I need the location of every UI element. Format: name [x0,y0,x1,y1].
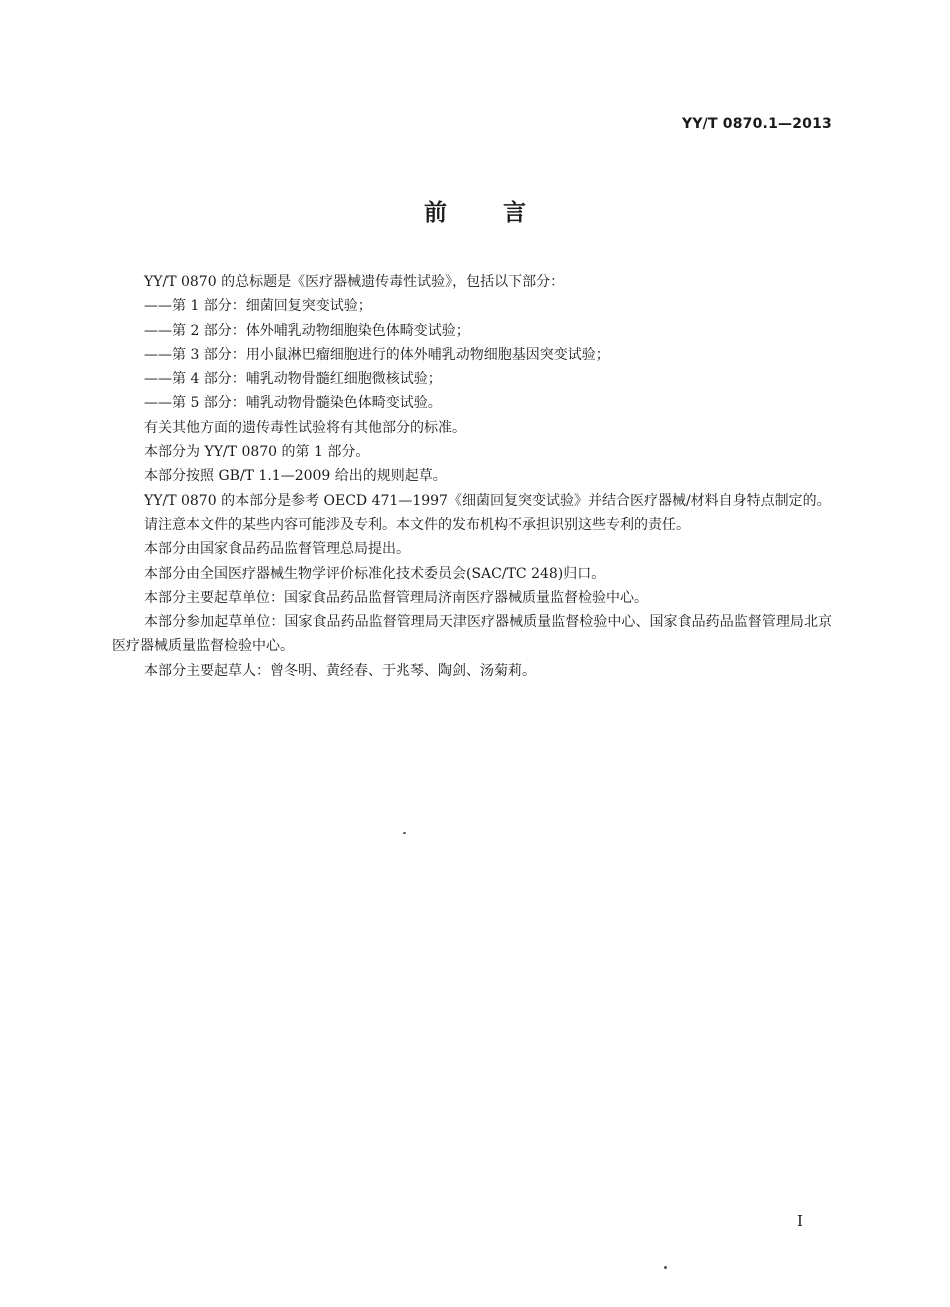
paragraph-this-part: 本部分为 YY/T 0870 的第 1 部分。 [144,444,370,461]
page-number: I [797,1212,803,1230]
scan-speck [403,832,406,834]
paragraph-other-parts: 有关其他方面的遗传毒性试验将有其他部分的标准。 [144,419,466,436]
paragraph-main-drafter-unit: 本部分主要起草单位：国家食品药品监督管理局济南医疗器械质量监督检验中心。 [144,589,648,606]
paragraph-committee: 本部分由全国医疗器械生物学评价标准化技术委员会(SAC/TC 248)归口。 [144,565,606,582]
paragraph-drafters: 本部分主要起草人：曾冬明、黄经春、于兆琴、陶剑、汤菊莉。 [144,662,536,679]
paragraph-proposer: 本部分由国家食品药品监督管理总局提出。 [144,541,410,558]
paragraph-part-3: ——第 3 部分：用小鼠淋巴瘤细胞进行的体外哺乳动物细胞基因突变试验； [144,346,610,363]
page-title: 前言 [424,200,582,226]
paragraph-patent-notice: 请注意本文件的某些内容可能涉及专利。本文件的发布机构不承担识别这些专利的责任。 [144,516,690,533]
paragraph-part-2: ——第 2 部分：体外哺乳动物细胞染色体畸变试验； [144,322,470,339]
paragraph-part-4: ——第 4 部分：哺乳动物骨髓红细胞微核试验； [144,371,442,388]
paragraph-participating-units: 本部分参加起草单位：国家食品药品监督管理局天津医疗器械质量监督检验中心、国家食品药品监督管理局北京医疗器械质量监督检验中心。 [112,614,832,655]
scan-speck [664,1266,667,1269]
paragraph-reference: YY/T 0870 的本部分是参考 OECD 471—1997《细菌回复突变试验》并结合医疗器械/材料自身特点制定的。 [144,492,831,509]
paragraph-part-1: ——第 1 部分：细菌回复突变试验； [144,298,372,315]
paragraph-part-5: ——第 5 部分：哺乳动物骨髓染色体畸变试验。 [144,395,442,412]
standard-code: YY/T 0870.1—2013 [681,116,832,132]
foreword-body [112,270,832,683]
paragraph-series-title: YY/T 0870 的总标题是《医疗器械遗传毒性试验》，包括以下部分： [144,274,565,290]
paragraph-drafting-rules: 本部分按照 GB/T 1.1—2009 给出的规则起草。 [144,468,447,485]
